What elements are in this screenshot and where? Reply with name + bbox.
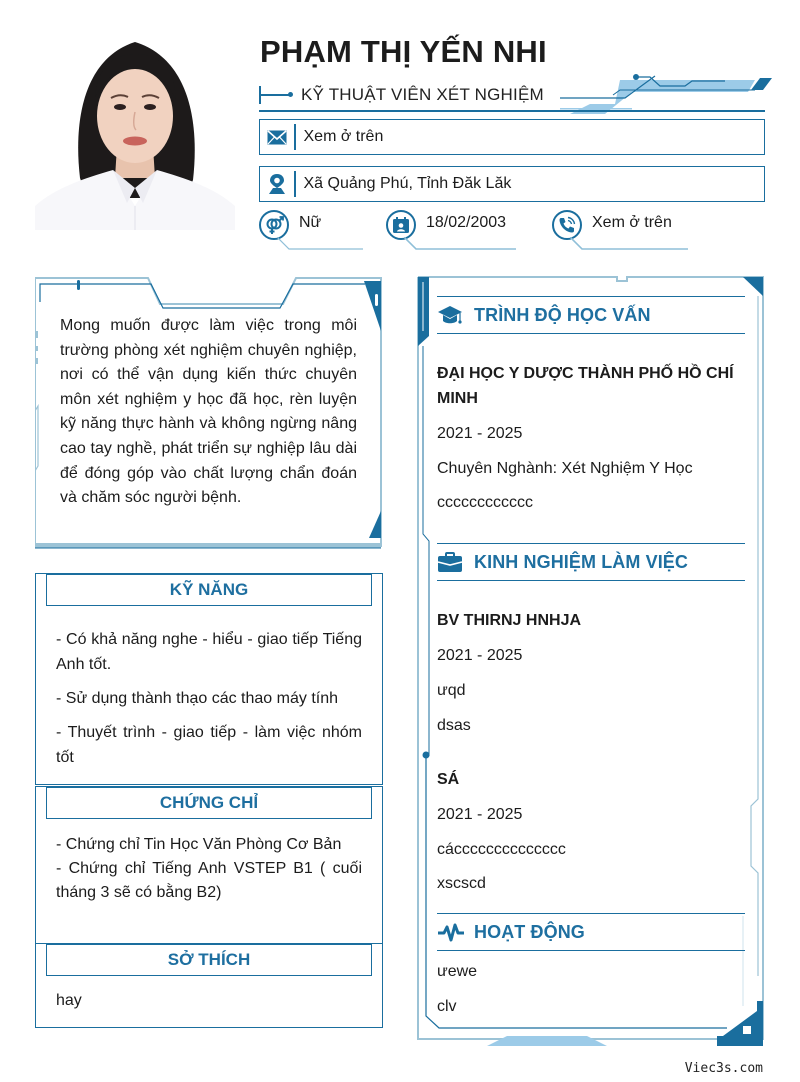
header-divider [259, 110, 765, 112]
activity-item: clv [437, 998, 457, 1015]
circuit-decoration [560, 70, 775, 115]
briefcase-icon [437, 550, 467, 574]
activities-title: HOẠT ĐỘNG [474, 921, 585, 942]
career-objective-box [35, 276, 383, 552]
calendar-icon [386, 210, 416, 240]
gender-icon [259, 210, 289, 240]
certificates-heading: CHỨNG CHỈ [46, 787, 372, 819]
map-pin-icon [260, 173, 294, 195]
education-note: cccccccccccc [437, 494, 533, 511]
job-period: 2021 - 2025 [437, 647, 523, 664]
objective-text: Mong muốn được làm việc trong môi trường phòng xét nghiệm chuyên nghiệp, nơi có thể vận dụng kiến thức chuyên môn xét nghiệm y học đã học, rèn luyện kỹ năng thực hành và không ngừng nâng cao tay nghề, phát triển sự nghiệp lâu dài để đóng góp vào chất lượng chẩn đoán và chăm sóc người bệnh. [60, 317, 357, 507]
education-period: 2021 - 2025 [437, 425, 523, 442]
pulse-icon [437, 920, 467, 944]
email-field [259, 119, 765, 155]
address-value: Xã Quảng Phú, Tỉnh Đăk Lăk [303, 175, 512, 192]
phone-icon [552, 210, 582, 240]
activities-heading [437, 913, 745, 951]
underline-decoration [570, 237, 695, 251]
skill-item: - Có khả năng nghe - hiểu - giao tiếp Tiếng Anh tốt. [56, 631, 362, 673]
title-dash-decoration [261, 94, 291, 96]
profile-photo [35, 28, 235, 230]
job-detail: cácccccccccccccc [437, 841, 566, 858]
hobbies-heading: SỞ THÍCH [46, 944, 372, 976]
email-value: Xem ở trên [303, 128, 384, 145]
birthdate-value: 18/02/2003 [426, 214, 507, 231]
job-company: SÁ [437, 771, 460, 788]
skills-heading: KỸ NĂNG [46, 574, 372, 606]
phone-value: Xem ở trên [592, 214, 672, 231]
hobby-item: hay [56, 992, 82, 1009]
education-school: ĐẠI HỌC Y DƯỢC THÀNH PHỐ HỒ CHÍ MINH [437, 365, 734, 407]
skills-section [35, 573, 383, 785]
watermark: Viec3s.com [684, 1061, 763, 1076]
envelope-icon [260, 130, 294, 145]
certificates-section [35, 786, 383, 944]
job-detail: dsas [437, 717, 471, 734]
skill-item: - Thuyết trình - giao tiếp - làm việc nhóm tốt [56, 724, 362, 766]
certificate-item: - Chứng chỉ Tiếng Anh VSTEP B1 ( cuối tháng 3 sẽ có bằng B2) [56, 860, 362, 901]
address-field [259, 166, 765, 202]
hobbies-section [35, 943, 383, 1028]
job-detail: ưqd [437, 682, 466, 699]
education-heading [437, 296, 745, 334]
activity-item: ưewe [437, 963, 478, 980]
field-separator [294, 171, 296, 197]
experience-heading [437, 543, 745, 581]
candidate-name: PHẠM THỊ YẾN NHI [260, 34, 547, 69]
education-title: TRÌNH ĐỘ HỌC VẤN [474, 304, 651, 325]
avatar [35, 28, 235, 230]
field-separator [294, 124, 296, 150]
experience-title: KINH NGHIỆM LÀM VIỆC [474, 551, 689, 572]
job-period: 2021 - 2025 [437, 806, 523, 823]
graduation-cap-icon [437, 303, 467, 327]
job-title-row [259, 84, 544, 106]
job-detail: xscscd [437, 875, 486, 892]
gender-value: Nữ [299, 214, 322, 231]
skill-item: - Sử dụng thành thạo các thao máy tính [56, 690, 338, 707]
underline-decoration [277, 237, 367, 251]
education-major: Chuyên Nghành: Xét Nghiệm Y Học [437, 460, 693, 477]
job-company: BV THIRNJ HNHJA [437, 612, 582, 629]
underline-decoration [404, 237, 524, 251]
job-title: KỸ THUẬT VIÊN XÉT NGHIỆM [301, 85, 544, 104]
certificate-item: - Chứng chỉ Tin Học Văn Phòng Cơ Bản [56, 836, 342, 853]
